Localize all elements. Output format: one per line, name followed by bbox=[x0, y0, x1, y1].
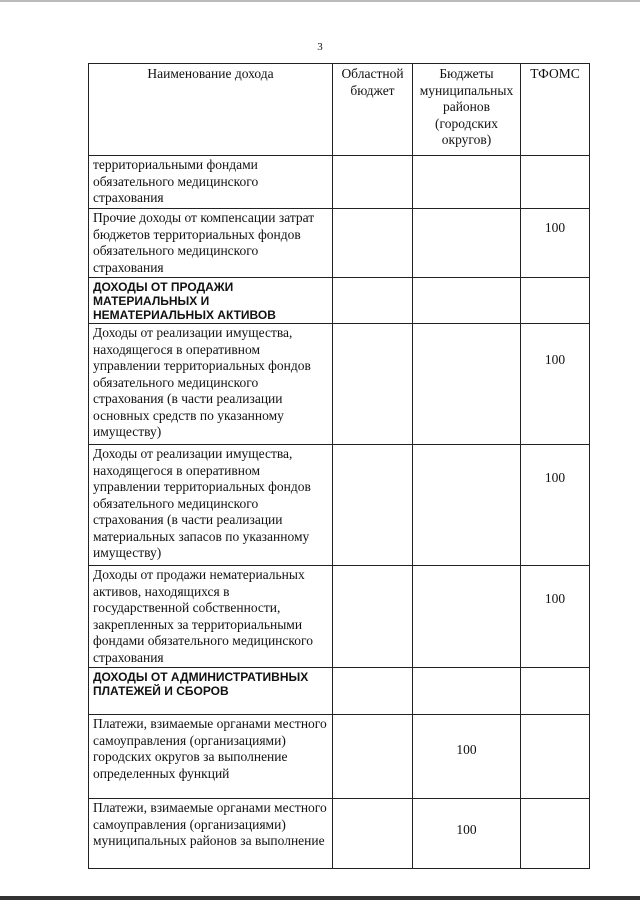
regional-cell bbox=[333, 668, 413, 715]
tfoms-cell bbox=[521, 156, 590, 209]
municipal-cell bbox=[413, 668, 521, 715]
table-row bbox=[89, 156, 590, 209]
regional-cell bbox=[333, 324, 413, 445]
section-row bbox=[89, 278, 590, 324]
regional-cell bbox=[333, 566, 413, 668]
table-row bbox=[89, 715, 590, 799]
municipal-cell bbox=[413, 566, 521, 668]
page-number: 3 bbox=[317, 41, 323, 53]
municipal-cell: 100 bbox=[413, 715, 521, 799]
table-row bbox=[89, 566, 590, 668]
municipal-cell bbox=[413, 209, 521, 278]
income-name-cell: Доходы от продажи нематериальных активов, находящихся в государственной собственности, закрепленных за территориальными фондами обязательного медицинского страхования bbox=[89, 566, 333, 668]
tfoms-cell bbox=[521, 715, 590, 799]
tfoms-cell bbox=[521, 799, 590, 869]
income-name-cell: территориальными фондами обязательного медицинского страхования bbox=[89, 156, 333, 209]
section-title-cell: ДОХОДЫ ОТ АДМИНИСТРАТИВНЫХ ПЛАТЕЖЕЙ И СБОРОВ bbox=[89, 668, 333, 715]
regional-cell bbox=[333, 209, 413, 278]
regional-cell bbox=[333, 715, 413, 799]
header-municipal-budgets: Бюджеты муниципальных районов (городских округов) bbox=[413, 64, 521, 156]
tfoms-cell: 100 bbox=[521, 209, 590, 278]
income-name-cell: Прочие доходы от компенсации затрат бюджетов территориальных фондов обязательного медицинского страхования bbox=[89, 209, 333, 278]
regional-cell bbox=[333, 278, 413, 324]
tfoms-cell bbox=[521, 278, 590, 324]
tfoms-cell: 100 bbox=[521, 324, 590, 445]
income-name-cell: Доходы от реализации имущества, находящегося в оперативном управлении территориальных фондов обязательного медицинского страхования (в части реализации материальных запасов по указанному имуществу) bbox=[89, 445, 333, 566]
table-row bbox=[89, 324, 590, 445]
scan-bottom-edge bbox=[0, 896, 640, 900]
table-row bbox=[89, 445, 590, 566]
header-income-name: Наименование дохода bbox=[89, 64, 333, 156]
tfoms-cell bbox=[521, 668, 590, 715]
municipal-cell bbox=[413, 445, 521, 566]
table-row bbox=[89, 799, 590, 869]
tfoms-cell: 100 bbox=[521, 566, 590, 668]
table-header-row bbox=[89, 64, 590, 156]
municipal-cell bbox=[413, 156, 521, 209]
income-distribution-table bbox=[88, 63, 590, 869]
scan-top-edge bbox=[0, 0, 640, 2]
municipal-cell: 100 bbox=[413, 799, 521, 869]
income-name-cell: Доходы от реализации имущества, находящегося в оперативном управлении территориальных фондов обязательного медицинского страхования (в части реализации основных средств по указанному имуществу) bbox=[89, 324, 333, 445]
header-regional-budget: Областной бюджет bbox=[333, 64, 413, 156]
municipal-cell bbox=[413, 278, 521, 324]
regional-cell bbox=[333, 156, 413, 209]
municipal-cell bbox=[413, 324, 521, 445]
regional-cell bbox=[333, 799, 413, 869]
income-name-cell: Платежи, взимаемые органами местного самоуправления (организациями) муниципальных районов за выполнение bbox=[89, 799, 333, 869]
section-row bbox=[89, 668, 590, 715]
regional-cell bbox=[333, 445, 413, 566]
tfoms-cell: 100 bbox=[521, 445, 590, 566]
income-name-cell: Платежи, взимаемые органами местного самоуправления (организациями) городских округов за выполнение определенных функций bbox=[89, 715, 333, 799]
table-row bbox=[89, 209, 590, 278]
header-tfoms: ТФОМС bbox=[521, 64, 590, 156]
section-title-cell: ДОХОДЫ ОТ ПРОДАЖИ МАТЕРИАЛЬНЫХ И НЕМАТЕРИАЛЬНЫХ АКТИВОВ bbox=[89, 278, 333, 324]
